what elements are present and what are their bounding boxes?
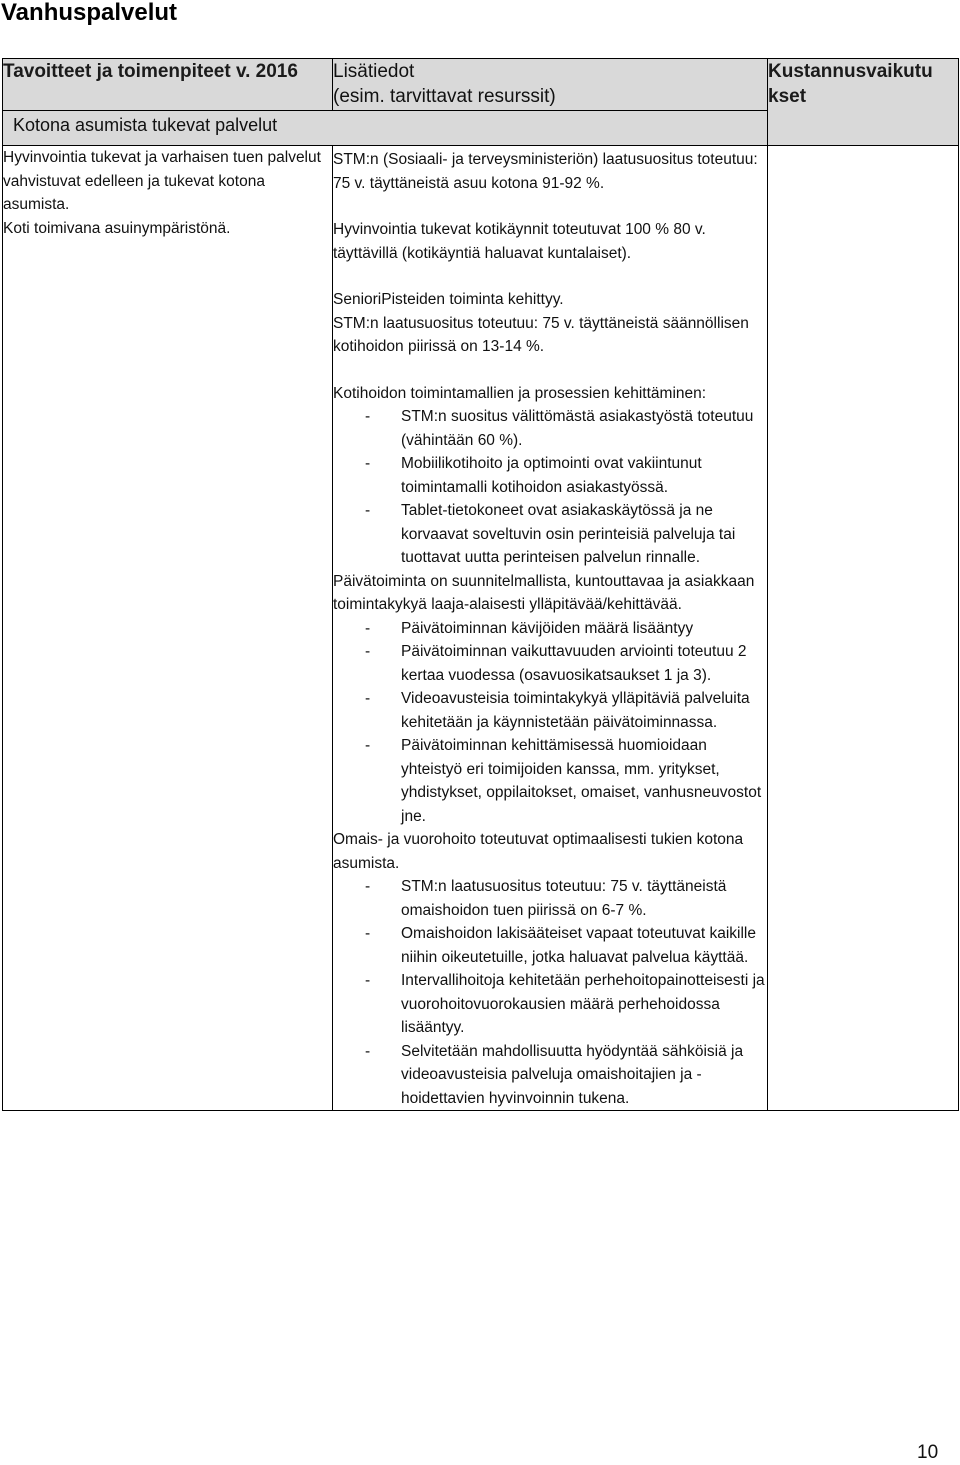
section-title [3,111,768,146]
detail-paragraph: Omais- ja vuorohoito toteutuvat optimaalisesti tukien kotona asumista. [333,831,744,872]
costs-cell [768,146,959,1111]
header-costs-label: Kustannusvaikutukset [768,61,933,107]
list-item: - Mobiilikotihoito ja optimointi ovat vakiintunut toimintamalli kotihoidon asiakastyössä. [333,452,767,499]
list-item: - STM:n laatusuositus toteutuu: 75 v. täyttäneistä omaishoidon tuen piirissä on 6-7 %. [333,875,767,922]
list-item: - Selvitetään mahdollisuutta hyödyntää sähköisiä ja videoavusteisia palveluja omaishoitajien ja -hoidettavien hyvinvoinnin tukena. [333,1040,767,1111]
header-details-label: Lisätiedot [333,61,415,82]
detail-list [333,405,767,570]
list-item: - Päivätoiminnan kävijöiden määrä lisääntyy [333,617,767,641]
list-item: - Intervallihoitoja kehitetään perhehoitopainotteisesti ja vuorohoitovuorokausien määrä perhehoidossa lisääntyy. [333,969,767,1040]
detail-list [333,875,767,1110]
details-cell [333,146,768,1111]
goal-text: Hyvinvointia tukevat ja varhaisen tuen palvelut vahvistuvat edelleen ja tukevat kotona asumista. [3,149,321,213]
list-item: - Päivätoiminnan vaikuttavuuden arviointi toteutuu 2 kertaa vuodessa (osavuosikatsaukset 1 ja 3). [333,640,767,687]
detail-paragraph: SenioriPisteiden toiminta kehittyy. [333,291,564,308]
list-item: - Tablet-tietokoneet ovat asiakaskäytössä ja ne korvaavat soveltuvin osin perinteisiä palveluja tai tuottavat uutta perinteisen palvelun rinnalle. [333,499,767,570]
detail-paragraph: STM:n (Sosiaali- ja terveysministeriön) laatusuositus toteutuu: 75 v. täyttäneistä asuu kotona 91-92 %. [333,151,758,192]
header-goals-label: Tavoitteet ja toimenpiteet v. 2016 [3,61,298,82]
header-details-sublabel: (esim. tarvittavat resurssit) [333,86,556,107]
page-title: Vanhuspalvelut [1,0,178,26]
header-details [333,59,768,111]
page-number: 10 [917,1442,939,1463]
detail-paragraph: STM:n laatusuositus toteutuu: 75 v. täyttäneistä säännöllisen kotihoidon piirissä on 13-14 %. [333,314,749,355]
action-plan-table [2,58,959,1111]
detail-paragraph: Kotihoidon toimintamallien ja prosessien kehittäminen: [333,384,707,402]
detail-list [333,617,767,829]
section-title-label: Kotona asumista tukevat palvelut [13,115,278,135]
table-header-row [3,59,959,111]
table-row [3,146,959,1111]
list-item: - Omaishoidon lakisääteiset vapaat toteutuvat kaikille niihin oikeutetuille, jotka haluavat palvelua käyttää. [333,922,767,969]
header-costs [768,59,959,146]
goals-cell [3,146,333,1111]
goal-text: Koti toimivana asuinympäristönä. [3,219,231,237]
list-item: - Päivätoiminnan kehittämisessä huomioidaan yhteistyö eri toimijoiden kanssa, mm. yritykset, yhdistykset, oppilaitokset, omaiset, vanhusneuvostot jne. [333,734,767,828]
detail-paragraph: Päivätoiminta on suunnitelmallista, kuntouttavaa ja asiakkaan toimintakykyä laaja-alaisesti ylläpitävää/kehittävää. [333,572,755,613]
list-item: - STM:n suositus välittömästä asiakastyöstä toteutuu (vähintään 60 %). [333,405,767,452]
detail-paragraph: Hyvinvointia tukevat kotikäynnit toteutuvat 100 % 80 v. täyttävillä (kotikäyntiä haluavat kuntalaiset). [333,221,706,262]
list-item: - Videoavusteisia toimintakykyä ylläpitäviä palveluita kehitetään ja käynnistetään päivätoiminnassa. [333,687,767,734]
header-goals [3,59,333,111]
